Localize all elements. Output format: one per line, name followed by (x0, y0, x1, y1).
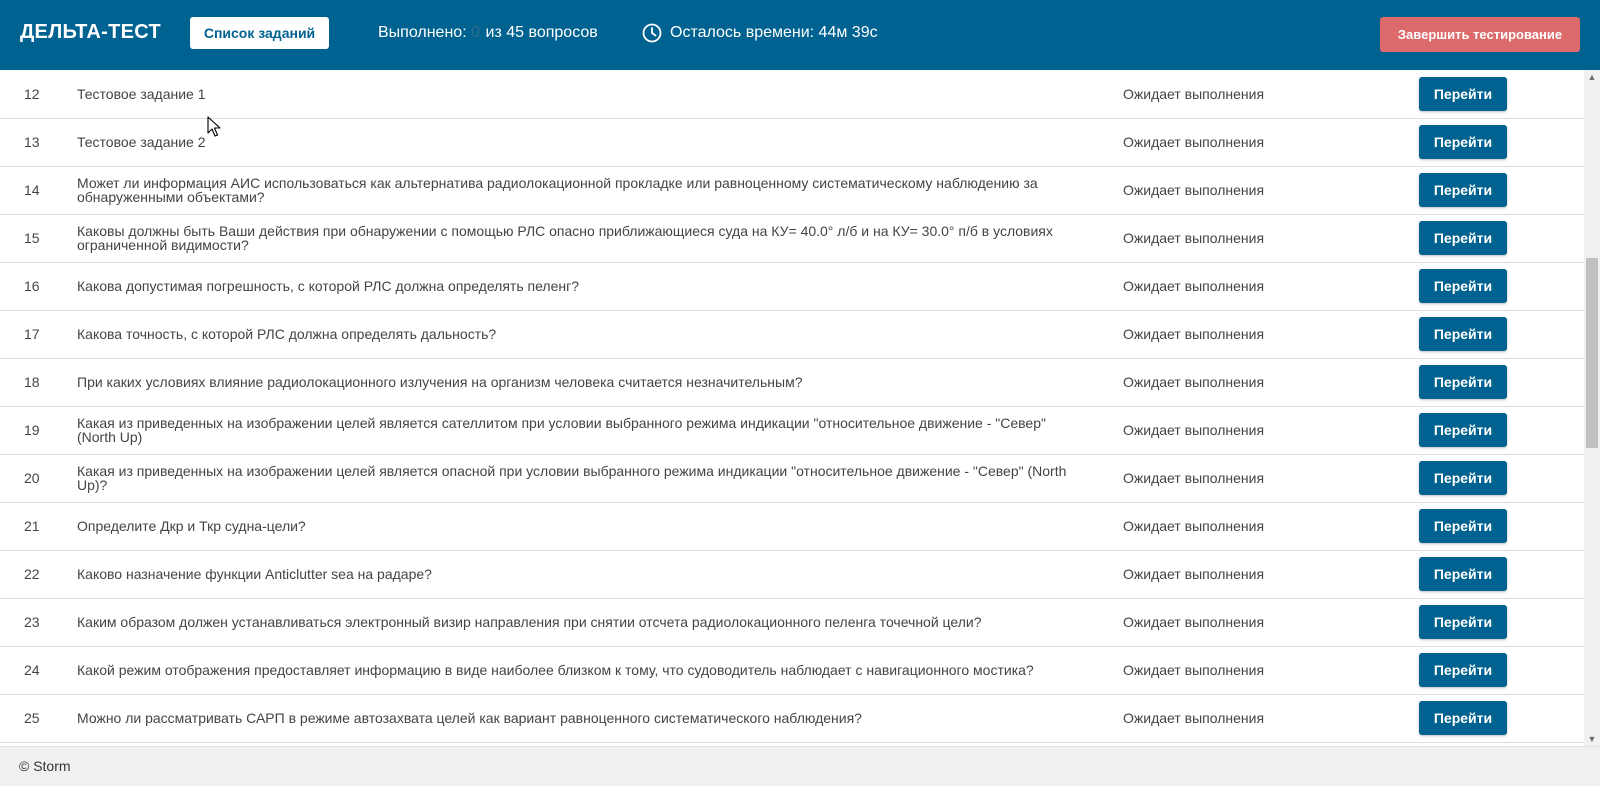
finish-test-button[interactable]: Завершить тестирование (1380, 17, 1580, 52)
question-number: 22 (24, 566, 40, 582)
question-number: 15 (24, 230, 40, 246)
table-row (0, 550, 1584, 599)
go-to-question-button[interactable]: Перейти (1419, 557, 1507, 591)
question-number: 16 (24, 278, 40, 294)
go-to-question-button[interactable]: Перейти (1419, 77, 1507, 111)
table-row (0, 262, 1584, 311)
go-to-question-button[interactable]: Перейти (1419, 605, 1507, 639)
table-row (0, 694, 1584, 743)
question-number: 13 (24, 134, 40, 150)
clock-icon (642, 23, 662, 43)
question-text: Тестовое задание 1 (77, 86, 206, 102)
question-number: 14 (24, 182, 40, 198)
progress-total: из 45 вопросов (485, 24, 598, 41)
go-to-question-button[interactable]: Перейти (1419, 701, 1507, 735)
question-number: 23 (24, 614, 40, 630)
question-status: Ожидает выполнения (1123, 422, 1265, 438)
table-row (0, 166, 1584, 215)
copyright-text: © Storm (19, 758, 71, 774)
progress-done-count: 0 (471, 24, 480, 41)
question-status: Ожидает выполнения (1123, 230, 1265, 246)
scroll-up-arrow-icon[interactable]: ▲ (1587, 72, 1597, 82)
go-to-question-button[interactable]: Перейти (1419, 125, 1507, 159)
question-text: Каково назначение функции Anticlutter sea на радаре? (77, 566, 432, 582)
table-row (0, 646, 1584, 695)
table-row (0, 118, 1584, 167)
go-to-question-button[interactable]: Перейти (1419, 173, 1507, 207)
go-to-question-button[interactable]: Перейти (1419, 365, 1507, 399)
question-text: При каких условиях влияние радиолокационного излучения на организм человека считается незначительным? (77, 374, 803, 390)
question-status: Ожидает выполнения (1123, 710, 1265, 726)
question-text: Тестовое задание 2 (77, 134, 206, 150)
mouse-cursor-icon (207, 116, 221, 138)
table-row (0, 310, 1584, 359)
table-row (0, 70, 1584, 119)
timer-text: Осталось времени: 44м 39с (670, 24, 878, 41)
question-status: Ожидает выполнения (1123, 182, 1265, 198)
go-to-question-button[interactable]: Перейти (1419, 269, 1507, 303)
vertical-scrollbar[interactable] (1584, 70, 1600, 746)
go-to-question-button[interactable]: Перейти (1419, 509, 1507, 543)
app-logo-title: ДЕЛЬТА-ТЕСТ (20, 21, 162, 43)
table-row (0, 598, 1584, 647)
question-status: Ожидает выполнения (1123, 662, 1265, 678)
time-remaining (642, 23, 878, 43)
go-to-question-button[interactable]: Перейти (1419, 221, 1507, 255)
question-text: Каким образом должен устанавливаться электронный визир направления при снятии отсчета радиолокационного пеленга точечной цели? (77, 614, 982, 630)
question-text: Какова точность, с которой РЛС должна определять дальность? (77, 326, 497, 342)
question-number: 12 (24, 86, 40, 102)
table-row (0, 214, 1584, 263)
questions-table (0, 70, 1584, 746)
question-status: Ожидает выполнения (1123, 614, 1265, 630)
table-row (0, 454, 1584, 503)
question-status: Ожидает выполнения (1123, 86, 1265, 102)
question-number: 19 (24, 422, 40, 438)
question-number: 17 (24, 326, 40, 342)
question-text: Можно ли рассматривать САРП в режиме автозахвата целей как вариант равноценного систематического наблюдения? (77, 710, 862, 726)
question-status: Ожидает выполнения (1123, 278, 1265, 294)
page-footer (0, 746, 1600, 786)
question-text: Какой режим отображения предоставляет информацию в виде наиболее близком к тому, что судоводитель наблюдает с навигационного мостика? (77, 662, 1034, 678)
question-text: Может ли информация АИС использоваться как альтернатива радиолокационной прокладке или равноценному систематическому наблюдению за обнаруженными объектами? (77, 175, 1038, 205)
question-status: Ожидает выполнения (1123, 134, 1265, 150)
question-number: 25 (24, 710, 40, 726)
question-text: Какая из приведенных на изображении целей является сателлитом при условии выбранного режима индикации "относительное движение - "Север" (North Up) (77, 415, 1046, 445)
question-status: Ожидает выполнения (1123, 374, 1265, 390)
question-number: 18 (24, 374, 40, 390)
question-text: Каковы должны быть Ваши действия при обнаружении с помощью РЛС опасно приближающиеся суда на КУ= 40.0° л/б и на КУ= 30.0° п/б в условиях ограниченной видимости? (77, 223, 1053, 253)
go-to-question-button[interactable]: Перейти (1419, 413, 1507, 447)
progress-indicator (378, 24, 598, 42)
question-text: Какая из приведенных на изображении целей является опасной при условии выбранного режима индикации "относительное движение - "Север" (North Up)? (77, 463, 1067, 493)
question-number: 21 (24, 518, 40, 534)
go-to-question-button[interactable]: Перейти (1419, 461, 1507, 495)
question-text: Определите Дкр и Ткр судна-цели? (77, 518, 306, 534)
question-status: Ожидает выполнения (1123, 470, 1265, 486)
task-list-button[interactable]: Список заданий (190, 17, 329, 49)
question-status: Ожидает выполнения (1123, 518, 1265, 534)
question-status: Ожидает выполнения (1123, 566, 1265, 582)
question-status: Ожидает выполнения (1123, 326, 1265, 342)
scroll-down-arrow-icon[interactable]: ▼ (1587, 734, 1597, 744)
question-number: 24 (24, 662, 40, 678)
go-to-question-button[interactable]: Перейти (1419, 653, 1507, 687)
question-text: Какова допустимая погрешность, с которой РЛС должна определять пеленг? (77, 278, 579, 294)
top-navigation-bar (0, 0, 1600, 70)
table-row (0, 406, 1584, 455)
question-number: 20 (24, 470, 40, 486)
table-row (0, 358, 1584, 407)
progress-label: Выполнено: (378, 24, 467, 41)
table-row (0, 502, 1584, 551)
scrollbar-thumb[interactable] (1586, 258, 1598, 448)
go-to-question-button[interactable]: Перейти (1419, 317, 1507, 351)
